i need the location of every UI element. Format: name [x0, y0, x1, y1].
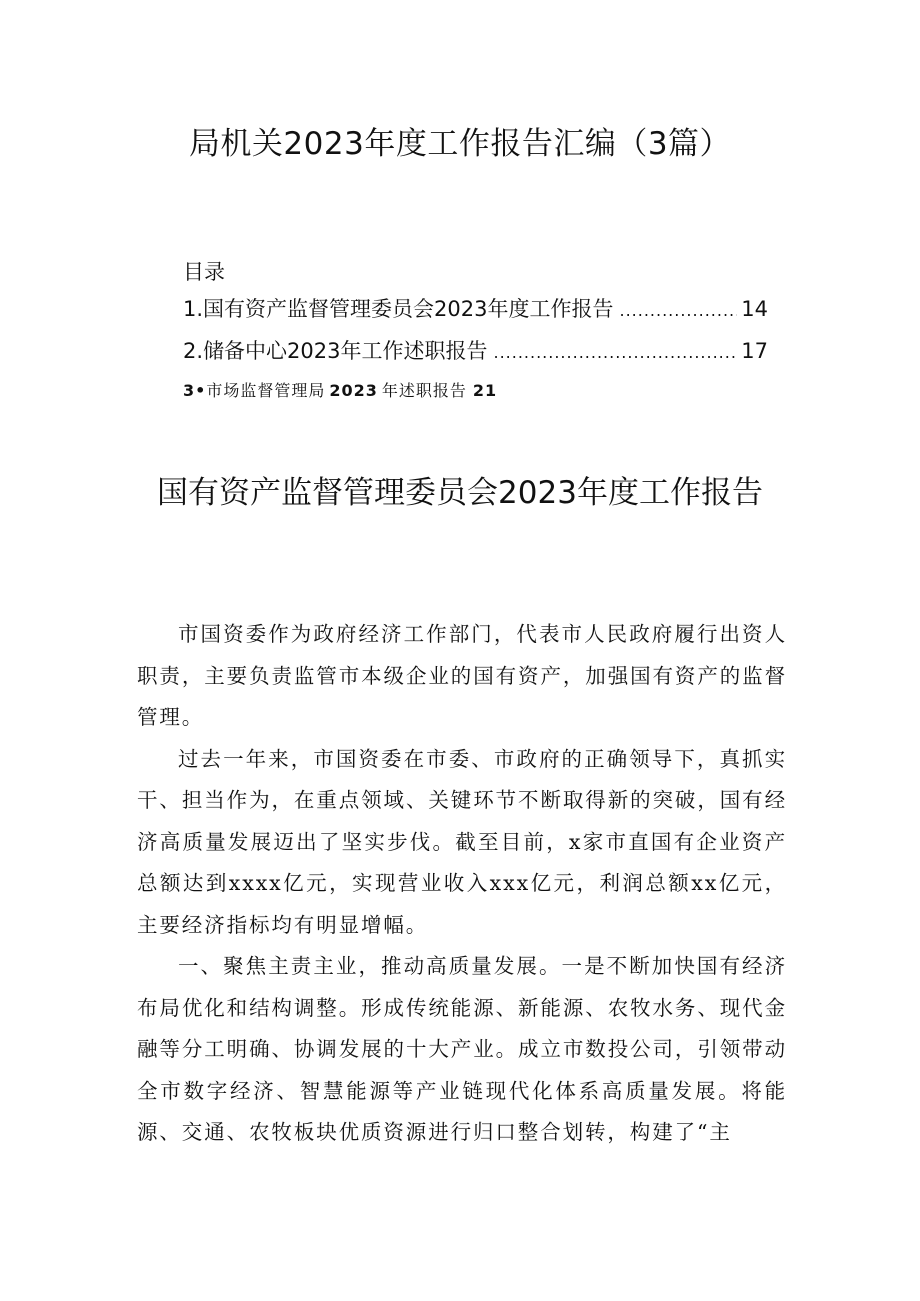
toc-entry-label: 市场监督管理局 — [206, 381, 326, 400]
toc-entry-page: 17 — [741, 339, 768, 363]
toc-entry-label: 2.储备中心2023年工作述职报告 — [183, 339, 488, 363]
toc-entry-number: 3• — [183, 381, 207, 400]
document-title: 局机关2023年度工作报告汇编（3篇） — [188, 126, 732, 162]
section-title: 国有资产监督管理委员会2023年度工作报告 — [157, 475, 763, 511]
toc-entry-label: 1.国有资产监督管理委员会2023年度工作报告 — [183, 297, 614, 321]
toc-entry-1[interactable] — [183, 288, 768, 330]
toc-entry-page: 14 — [741, 297, 768, 321]
toc-leader-dots — [493, 332, 737, 374]
toc-heading: 目录 — [183, 260, 225, 284]
paragraph: 过去一年来，市国资委在市委、市政府的正确领导下，真抓实干、担当作为，在重点领域、关键环节不断取得新的突破，国有经济高质量发展迈出了坚实步伐。截至目前，x家市直国有企业资产总额达到xxxx亿元，实现营业收入xxx亿元，利润总额xx亿元，主要经济指标均有明显增幅。 — [137, 746, 787, 937]
toc-leader-dots — [619, 290, 737, 332]
body-text — [137, 614, 787, 1154]
toc-entry-3[interactable] — [183, 372, 768, 410]
table-of-contents — [183, 256, 768, 410]
paragraph: 一、聚焦主责主业，推动高质量发展。一是不断加快国有经济布局优化和结构调整。形成传统能源、新能源、农牧水务、现代金融等分工明确、协调发展的十大产业。成立市数投公司，引领带动全市数字经济、智慧能源等产业链现代化体系高质量发展。将能源、交通、农牧板块优质资源进行归口整合划转，构建了“主 — [137, 954, 787, 1144]
toc-entry-page: 21 — [472, 381, 498, 400]
toc-entry-2[interactable] — [183, 330, 768, 372]
toc-entry-year: 2023 — [329, 381, 378, 400]
toc-entry-suffix: 年述职报告 — [381, 381, 467, 400]
paragraph: 市国资委作为政府经济工作部门，代表市人民政府履行出资人职责，主要负责监管市本级企业的国有资产，加强国有资产的监督管理。 — [137, 622, 787, 729]
